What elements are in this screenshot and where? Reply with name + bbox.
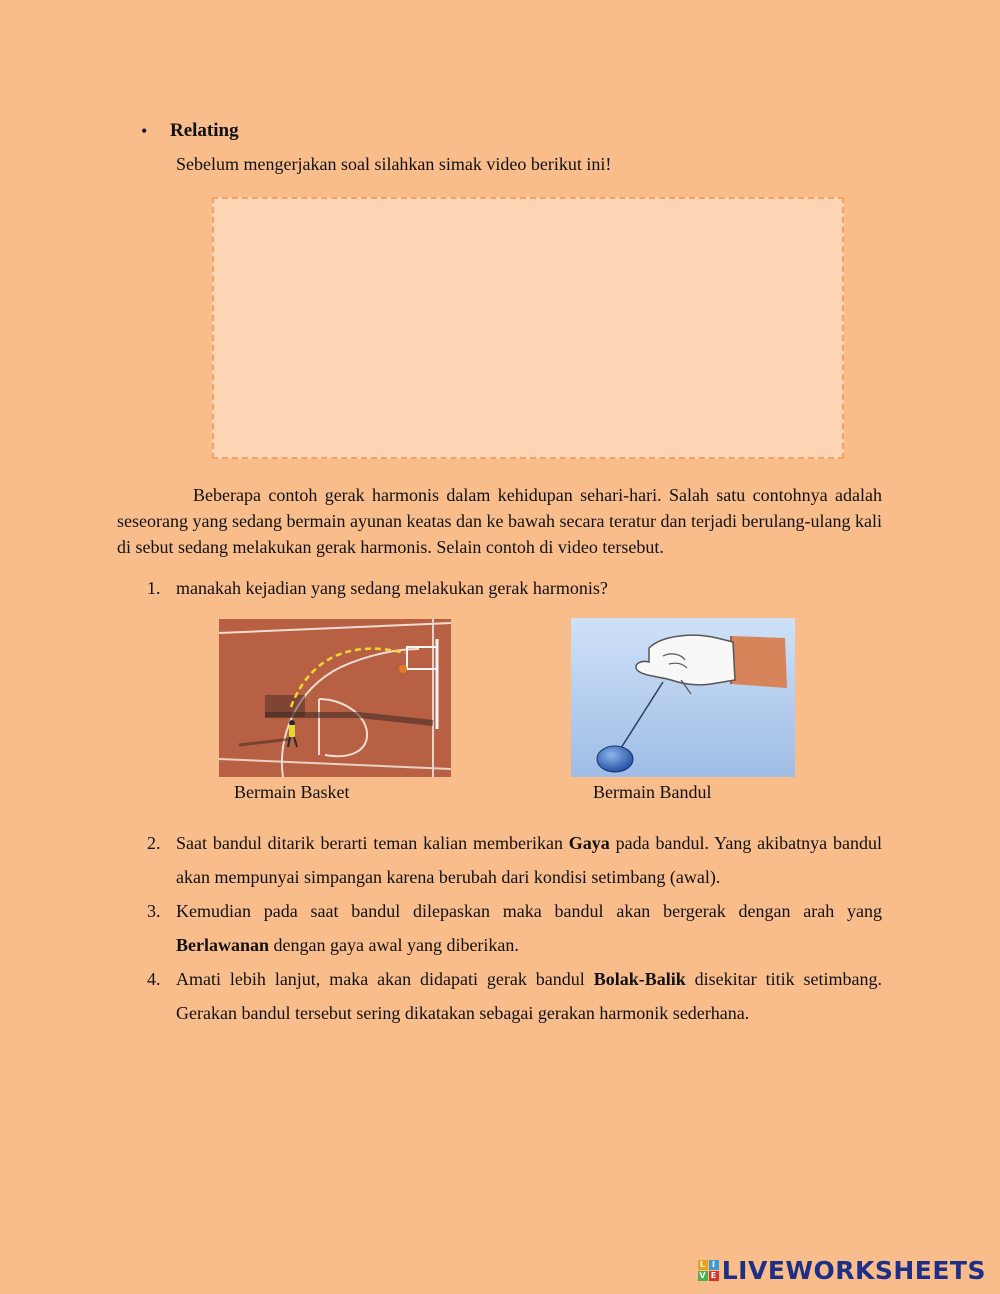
logo-text: LIVEWORKSHEETS: [721, 1256, 986, 1285]
list-item-bold: Gaya: [568, 833, 610, 853]
list-item-text: dengan gaya awal yang diberikan.: [269, 935, 519, 955]
list-item-number: 4.: [147, 969, 161, 989]
bullet-marker: •: [141, 121, 148, 141]
explanation-text: Beberapa contoh gerak harmonis dalam kehidupan sehari-hari. Salah satu contohnya adalah seseorang yang sedang bermain ayunan keatas dan ke bawah secara teratur dan terjadi berulang-ulang kali di sebut sedang melakukan gerak harmonis. Selain contoh di video tersebut.: [117, 485, 882, 557]
list-item-text: Amati lebih lanjut, maka akan didapati gerak bandul: [176, 969, 594, 989]
basketball-caption: Bermain Basket: [234, 782, 350, 802]
video-placeholder[interactable]: [212, 197, 844, 459]
question-1-number: 1.: [147, 578, 161, 598]
pendulum-illustration: [571, 618, 795, 777]
list-item-number: 2.: [147, 833, 161, 853]
logo-mark-icon: L I V E: [698, 1260, 719, 1281]
list-item-text: disekitar titik setimbang. Gerakan bandul tersebut sering dikatakan sebagai gerakan harmonik sederhana.: [176, 969, 882, 1023]
list-item-bold: Bolak-Balik: [593, 969, 686, 989]
list-item: [147, 962, 882, 1030]
explanation-list: [147, 826, 882, 1030]
explanation-paragraph: [117, 482, 882, 560]
list-item: [147, 894, 882, 962]
list-item: [147, 826, 882, 894]
list-item-text: pada bandul. Yang akibatnya bandul akan mempunyai simpangan karena berubah dari kondisi setimbang (awal).: [176, 833, 882, 887]
pendulum-caption: Bermain Bandul: [593, 782, 712, 802]
intro-text: Sebelum mengerjakan soal silahkan simak video berikut ini!: [176, 154, 612, 174]
list-item-text: Saat bandul ditarik berarti teman kalian memberikan: [176, 833, 569, 853]
list-item-bold: Berlawanan: [176, 935, 270, 955]
question-1-text: manakah kejadian yang sedang melakukan gerak harmonis?: [176, 578, 608, 598]
list-item-text: Kemudian pada saat bandul dilepaskan maka bandul akan bergerak dengan arah yang: [176, 901, 882, 921]
pendulum-image[interactable]: [571, 618, 795, 777]
liveworksheets-logo[interactable]: [698, 1256, 986, 1285]
basketball-image[interactable]: [219, 619, 451, 777]
basketball-illustration: [219, 619, 451, 777]
section-heading: Relating: [170, 120, 239, 141]
list-item-number: 3.: [147, 901, 161, 921]
